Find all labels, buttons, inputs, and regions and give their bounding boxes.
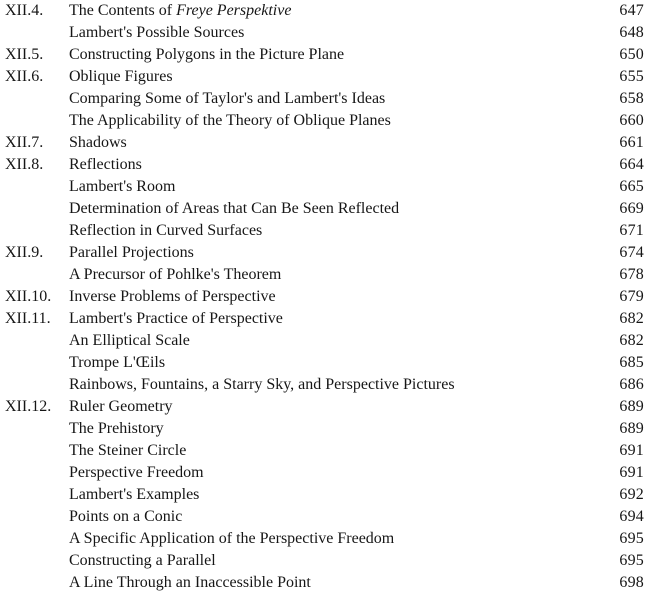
page-number: 674 xyxy=(619,244,644,261)
toc-entry xyxy=(0,352,662,374)
section-number: XII.7. xyxy=(5,134,44,151)
section-number: XII.5. xyxy=(5,46,44,63)
subsection-title: Perspective Freedom xyxy=(69,464,204,481)
toc-entry xyxy=(0,176,662,198)
subsection-title: The Prehistory xyxy=(69,420,164,437)
page-number: 679 xyxy=(619,288,644,305)
section-number: XII.10. xyxy=(5,288,52,305)
subsection-title: Lambert's Room xyxy=(69,178,176,195)
section-title: Lambert's Practice of Perspective xyxy=(69,310,283,327)
subsection-title: Lambert's Examples xyxy=(69,486,200,503)
title-plain-part: The Contents of xyxy=(69,2,177,19)
section-title xyxy=(69,0,291,22)
toc-entry xyxy=(0,418,662,440)
toc-entry xyxy=(0,220,662,242)
subsection-title: A Specific Application of the Perspective Freedom xyxy=(69,530,395,547)
section-title: Oblique Figures xyxy=(69,68,173,85)
subsection-title: Lambert's Possible Sources xyxy=(69,24,245,41)
toc-entry xyxy=(0,506,662,528)
page-number: 664 xyxy=(619,156,644,173)
page-number: 648 xyxy=(619,24,644,41)
toc-entry xyxy=(0,110,662,132)
toc-entry xyxy=(0,154,662,176)
subsection-title: Determination of Areas that Can Be Seen Reflected xyxy=(69,200,400,217)
page-number: 647 xyxy=(619,2,644,19)
toc-entry xyxy=(0,308,662,330)
page-number: 682 xyxy=(619,310,644,327)
page-number: 678 xyxy=(619,266,644,283)
subsection-title: Trompe L'Œils xyxy=(69,354,166,371)
page-number: 694 xyxy=(619,508,644,525)
toc-entry xyxy=(0,374,662,396)
section-title: Reflections xyxy=(69,156,142,173)
page-number: 665 xyxy=(619,178,644,195)
toc-entry xyxy=(0,88,662,110)
section-title: Parallel Projections xyxy=(69,244,194,261)
toc-entry xyxy=(0,66,662,88)
toc-entry xyxy=(0,264,662,286)
toc-entry xyxy=(0,550,662,572)
page-number: 685 xyxy=(619,354,644,371)
section-number: XII.12. xyxy=(5,398,52,415)
page-number: 692 xyxy=(619,486,644,503)
page-number: 695 xyxy=(619,530,644,547)
page-number: 660 xyxy=(619,112,644,129)
page-number: 691 xyxy=(619,442,644,459)
page-number: 682 xyxy=(619,332,644,349)
page-number: 669 xyxy=(619,200,644,217)
subsection-title: Comparing Some of Taylor's and Lambert's Ideas xyxy=(69,90,386,107)
toc-entry xyxy=(0,22,662,44)
toc-entry xyxy=(0,286,662,308)
toc-entry xyxy=(0,198,662,220)
toc-entry xyxy=(0,528,662,550)
toc-entry xyxy=(0,0,662,22)
title-italic-part: Freye Perspektive xyxy=(176,2,292,19)
toc-entry xyxy=(0,330,662,352)
subsection-title: The Applicability of the Theory of Oblique Planes xyxy=(69,112,391,129)
page-number: 658 xyxy=(619,90,644,107)
section-number: XII.8. xyxy=(5,156,44,173)
subsection-title: An Elliptical Scale xyxy=(69,332,190,349)
section-title: Ruler Geometry xyxy=(69,398,173,415)
page-number: 686 xyxy=(619,376,644,393)
section-number: XII.6. xyxy=(5,68,44,85)
toc-entry xyxy=(0,242,662,264)
section-number: XII.4. xyxy=(5,2,44,19)
toc-entry xyxy=(0,44,662,66)
page-number: 655 xyxy=(619,68,644,85)
section-title: Constructing Polygons in the Picture Plane xyxy=(69,46,345,63)
toc-entry xyxy=(0,484,662,506)
toc-entry xyxy=(0,572,662,594)
toc-entry xyxy=(0,396,662,418)
subsection-title: The Steiner Circle xyxy=(69,442,187,459)
subsection-title: Rainbows, Fountains, a Starry Sky, and Perspective Pictures xyxy=(69,376,455,393)
subsection-title: Constructing a Parallel xyxy=(69,552,216,569)
page-number: 695 xyxy=(619,552,644,569)
section-number: XII.9. xyxy=(5,244,44,261)
toc-entry xyxy=(0,132,662,154)
page-number: 650 xyxy=(619,46,644,63)
subsection-title: Reflection in Curved Surfaces xyxy=(69,222,263,239)
page-number: 691 xyxy=(619,464,644,481)
toc-entry xyxy=(0,440,662,462)
page-number: 661 xyxy=(619,134,644,151)
toc-entry xyxy=(0,462,662,484)
section-title: Inverse Problems of Perspective xyxy=(69,288,276,305)
subsection-title: A Line Through an Inaccessible Point xyxy=(69,574,311,591)
page-number: 689 xyxy=(619,398,644,415)
subsection-title: A Precursor of Pohlke's Theorem xyxy=(69,266,282,283)
section-title: Shadows xyxy=(69,134,127,151)
page-number: 689 xyxy=(619,420,644,437)
page-number: 698 xyxy=(619,574,644,591)
section-number: XII.11. xyxy=(5,310,51,327)
subsection-title: Points on a Conic xyxy=(69,508,183,525)
page-number: 671 xyxy=(619,222,644,239)
